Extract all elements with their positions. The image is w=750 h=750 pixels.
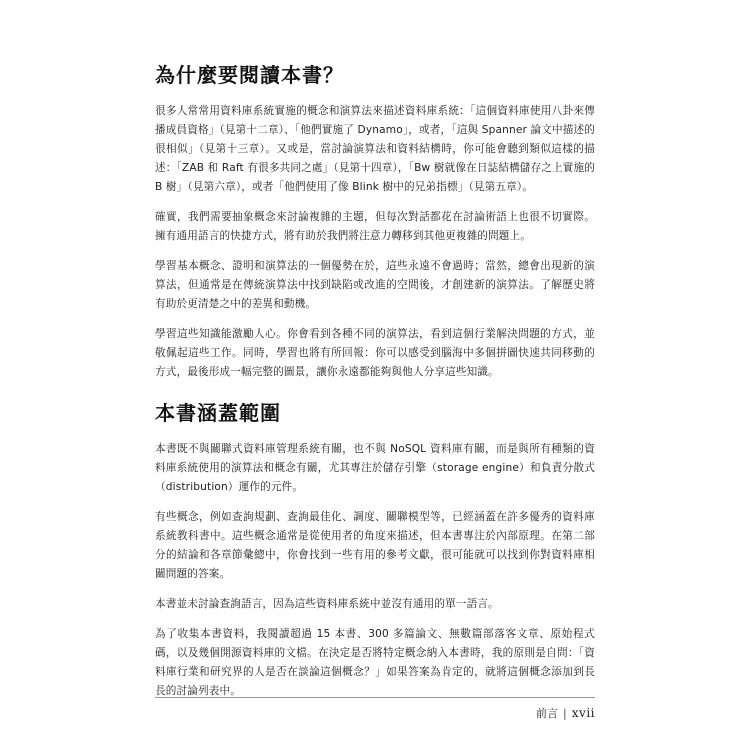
paragraph: 有些概念，例如查詢規劃、查詢最佳化、調度、關聯模型等，已經涵蓋在許多優秀的資料庫系統教科書中。這些概念通常是從使用者的角度來描述，但本書專注於內部原理。在第二部分的結論和各章節彙總中，你會找到一些有用的參考文獻，很可能就可以找到你對資料庫相關問題的答案。 [155, 511, 595, 580]
footer-separator: | [563, 707, 567, 720]
page-footer [155, 697, 595, 721]
paragraph: 學習這些知識能激勵人心。你會看到各種不同的演算法，看到這個行業解決問題的方式，並敬佩起這些工作。同時，學習也將有所回報：你可以感受到腦海中多個拼圖快速共同移動的方式，最後形成一幅完整的圖景，讓你永遠都能夠與他人分享這些知識。 [155, 328, 595, 378]
paragraph: 確實，我們需要抽象概念來討論複雜的主題，但每次對話都花在討論術語上也很不切實際。擁有通用語言的快捷方式，將有助於我們將注意力轉移到其他更複雜的問題上。 [155, 211, 595, 242]
section-title-scope: 本書涵蓋範圍 [155, 401, 281, 425]
page-number: xvii [571, 706, 595, 720]
footer-divider [155, 697, 595, 698]
paragraph: 為了收集本書資料，我閱讀超過 15 本書、300 多篇論文、無數篇部落客文章、原始程式碼，以及幾個開源資料庫的文檔。在決定是否將特定概念納入本書時，我的原則是自問：「資料庫行業和研究界的人是否在談論這個概念？」如果答案為肯定的，就將這個概念添加到長長的討論列表中。 [155, 628, 595, 697]
section-title-why-read: 為什麼要閱讀本書？ [155, 63, 344, 87]
page-content [155, 60, 595, 712]
paragraph: 本書並未討論查詢語言，因為這些資料庫系統中並沒有通用的單一語言。 [155, 598, 499, 610]
paragraph: 本書既不與關聯式資料庫管理系統有關，也不與 NoSQL 資料庫有關，而是與所有種類的資料庫系統使用的演算法和概念有關，尤其專注於儲存引擎（storage engine）和負責分散式（distribution）運作的元件。 [155, 443, 595, 493]
paragraph: 很多人常常用資料庫系統實施的概念和演算法來描述資料庫系統：「這個資料庫使用八卦來傳播成員資格」（見第十二章）、「他們實施了 Dynamo」，或者，「這與 Spanner 論文中描述的很相似」（見第十三章）。又或是，當討論演算法和資料結構時，你可能會聽到類似這樣的描述：「ZAB 和 Raft 有很多共同之處」（見第十四章），「Bw 樹就像在日誌結構儲存之上實施的 B 樹」（見第六章），或者「他們使用了像 Blink 樹中的兄弟指標」（見第五章）。 [155, 105, 596, 193]
paragraph: 學習基本概念、證明和演算法的一個優勢在於，這些永遠不會過時；當然，總會出現新的演算法，但通常是在傳統演算法中找到缺陷或改進的空間後，才創建新的演算法。了解歷史將有助於更清楚之中的差異和動機。 [155, 260, 595, 310]
footer-label: 前言 [536, 707, 559, 720]
footer-text [155, 705, 595, 721]
